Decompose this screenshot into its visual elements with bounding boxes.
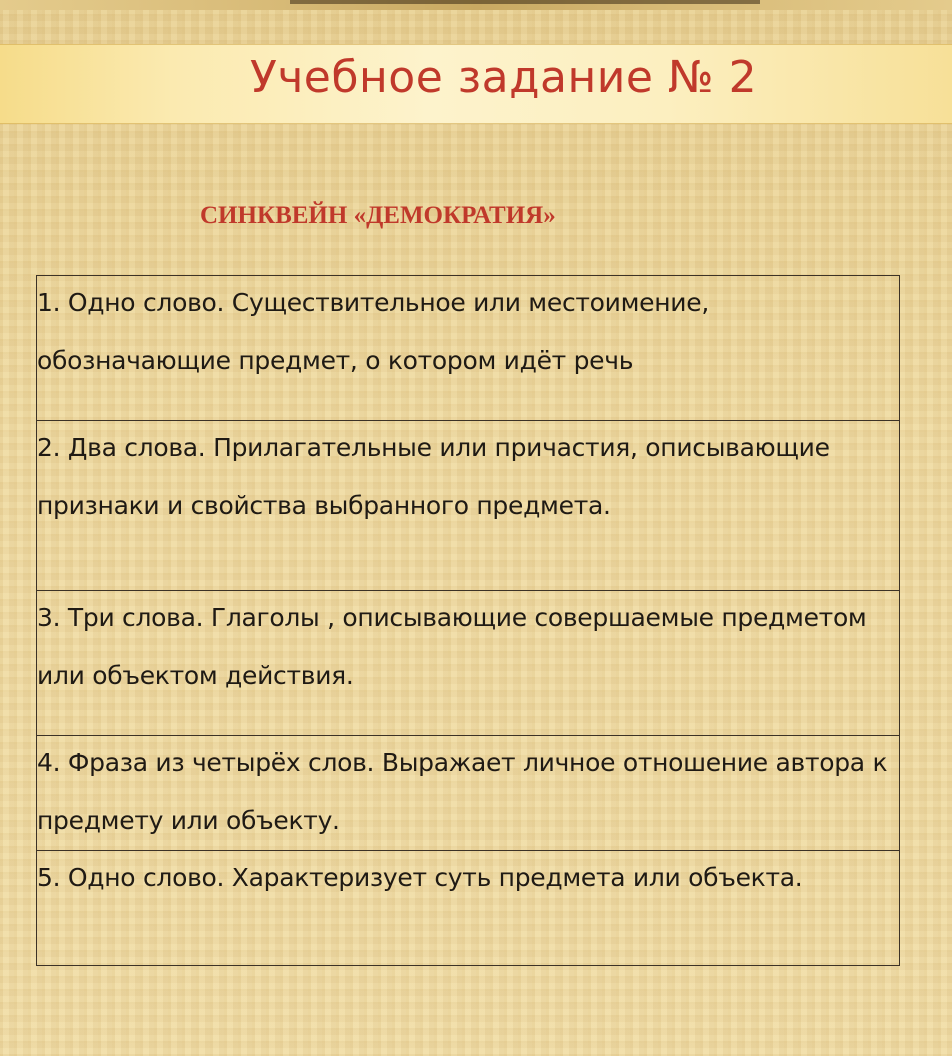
rule-text-4: 4. Фраза из четырёх слов. Выражает личное отношение автора к предмету или объекту. [37, 748, 888, 835]
section-subtitle: СИНКВЕЙН «ДЕМОКРАТИЯ» [200, 202, 556, 229]
rule-text-5: 5. Одно слово. Характеризует суть предмета или объекта. [37, 863, 803, 892]
rule-text-1: 1. Одно слово. Существительное или местоимение, обозначающие предмет, о котором идёт речь [37, 288, 709, 375]
table-row [37, 276, 900, 421]
table-cell [37, 851, 900, 966]
table-row [37, 421, 900, 591]
table-row [37, 851, 900, 966]
table-cell [37, 736, 900, 851]
table-cell [37, 591, 900, 736]
table-cell [37, 276, 900, 421]
sinquain-rules-table [36, 275, 900, 966]
page-title: Учебное задание № 2 [250, 52, 758, 103]
table-row [37, 736, 900, 851]
table-cell [37, 421, 900, 591]
table-row [37, 591, 900, 736]
rule-text-3: 3. Три слова. Глаголы , описывающие совершаемые предметом или объектом действия. [37, 603, 867, 690]
rule-text-2: 2. Два слова. Прилагательные или причастия, описывающие признаки и свойства выбранного предмета. [37, 433, 830, 520]
top-divider-line [290, 0, 760, 4]
